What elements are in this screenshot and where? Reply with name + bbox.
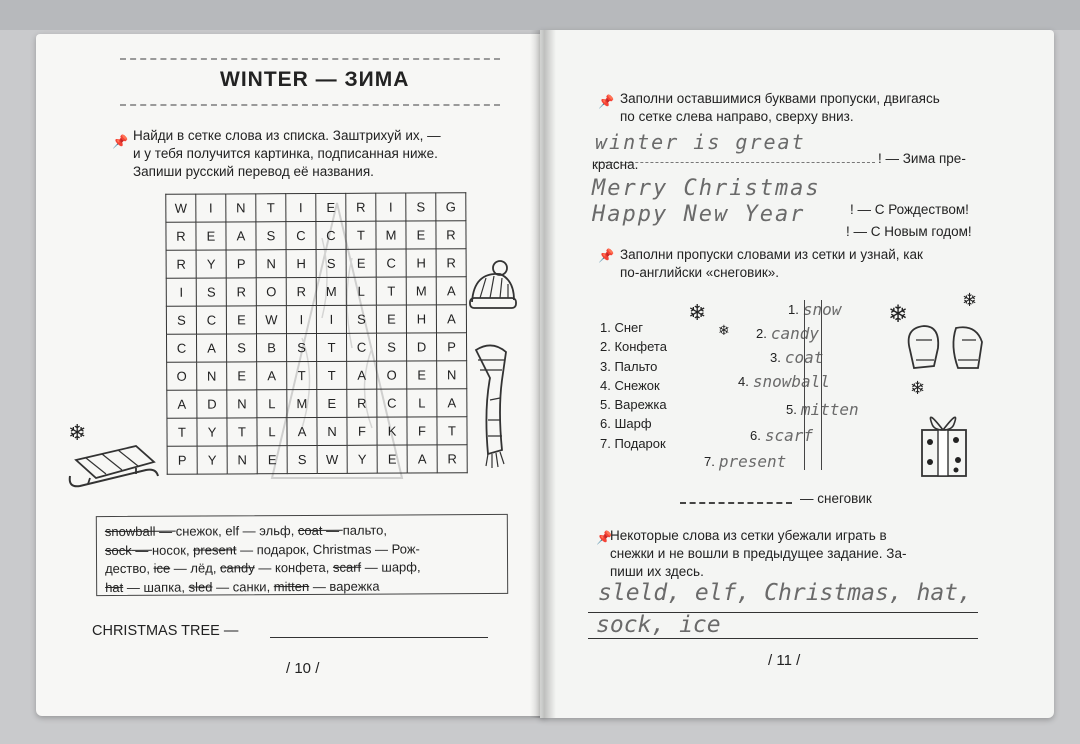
word-list-segment: —: [131, 542, 152, 558]
grid-cell: R: [166, 222, 196, 250]
list-item: 7. Подарок: [600, 435, 666, 451]
list-item: 5. Варежка: [600, 397, 667, 413]
grid-cell: I: [286, 306, 316, 334]
grid-cell: P: [167, 446, 197, 474]
word-list-segment: носок,: [151, 542, 194, 558]
word-list-segment: ice: [153, 560, 171, 576]
word-list-segment: sled: [188, 578, 213, 595]
grid-cell: S: [287, 445, 317, 473]
grid-cell: A: [407, 445, 437, 473]
word-list-segment: — варежка: [309, 578, 380, 594]
grid-cell: R: [437, 445, 467, 473]
word-list-segment: — шапка,: [123, 579, 189, 595]
grid-cell: S: [346, 305, 376, 333]
background: [0, 0, 1080, 30]
grid-cell: C: [377, 389, 407, 417]
grid-cell: C: [376, 249, 406, 277]
grid-cell: D: [197, 390, 227, 418]
grid-cell: I: [196, 194, 226, 222]
snowflake-icon: ❄: [910, 378, 926, 398]
grid-cell: W: [256, 306, 286, 334]
snowflake-icon: ❄: [888, 301, 909, 328]
grid-row: [166, 277, 466, 307]
grid-cell: F: [407, 417, 437, 445]
grid-cell: A: [257, 362, 287, 390]
grid-cell: S: [196, 278, 226, 306]
book-spine: [530, 30, 556, 718]
grid-cell: R: [166, 250, 196, 278]
grid-cell: R: [436, 221, 466, 249]
grid-row: [167, 389, 467, 419]
word-list-segment: scarf: [332, 559, 362, 575]
handwritten-line-3: Happy New Year: [592, 202, 806, 227]
word-list-line: [105, 539, 499, 560]
grid-cell: M: [316, 277, 346, 305]
grid-cell: I: [286, 194, 316, 222]
grid-cell: E: [196, 222, 226, 250]
grid-row: [167, 333, 467, 363]
line2-suffix: ! — С Рождеством!: [850, 202, 969, 217]
list-item: 2. Конфета: [600, 339, 667, 355]
word-list-line: [105, 521, 499, 542]
grid-cell: T: [256, 194, 286, 222]
grid-cell: R: [346, 193, 376, 221]
grid-cell: S: [406, 193, 436, 221]
grid-cell: C: [346, 333, 376, 361]
grid-row: [166, 305, 466, 335]
grid-cell: C: [196, 306, 226, 334]
grid-cell: A: [436, 277, 466, 305]
grid-cell: E: [377, 445, 407, 473]
grid-cell: L: [346, 277, 376, 305]
grid-cell: T: [287, 361, 317, 389]
puzzle-row: 5. mitten: [786, 400, 859, 419]
grid-cell: L: [407, 389, 437, 417]
grid-cell: T: [227, 418, 257, 446]
grid-cell: N: [227, 446, 257, 474]
word-list-segment: snowball: [104, 523, 156, 540]
word-list-segment: coat: [297, 522, 323, 539]
word-list-line: [105, 576, 499, 597]
grid-cell: B: [257, 334, 287, 362]
grid-cell: E: [316, 193, 346, 221]
grid-cell: O: [256, 278, 286, 306]
pin-icon: 📌: [598, 248, 615, 263]
grid-cell: P: [226, 250, 256, 278]
puzzle-row: 4. snowball: [738, 372, 830, 391]
word-list-segment: — шарф,: [361, 559, 421, 575]
words-list: [600, 318, 667, 453]
gift-icon: [916, 406, 972, 480]
christmas-tree-answer-line: [270, 637, 488, 638]
grid-cell: N: [437, 361, 467, 389]
grid-cell: I: [166, 278, 196, 306]
grid-cell: R: [347, 389, 377, 417]
snowman-highlight-column: [804, 300, 822, 470]
word-list-segment: sock: [104, 542, 132, 558]
grid-cell: N: [256, 250, 286, 278]
pin-icon: 📌: [598, 94, 615, 109]
grid-cell: S: [376, 333, 406, 361]
grid-cell: N: [317, 417, 347, 445]
snowman-label: — снеговик: [800, 491, 872, 506]
list-item: 4. Снежок: [600, 377, 660, 393]
grid-cell: T: [376, 277, 406, 305]
grid-cell: W: [317, 445, 347, 473]
grid-cell: Y: [197, 446, 227, 474]
grid-cell: A: [226, 222, 256, 250]
grid-cell: C: [316, 221, 346, 249]
mittens-icon: [904, 320, 990, 376]
grid-cell: T: [167, 418, 197, 446]
grid-cell: N: [197, 362, 227, 390]
grid-row: [166, 249, 466, 279]
grid-cell: E: [346, 249, 376, 277]
grid-cell: A: [167, 390, 197, 418]
grid-cell: N: [226, 194, 256, 222]
instruction-left: Найди в сетке слова из списка. Заштрихуй их, — и у тебя получится картинка, подписанная ниже. Запиши русский перевод её названия.: [133, 128, 441, 179]
grid-cell: A: [197, 334, 227, 362]
grid-cell: M: [376, 221, 406, 249]
grid-cell: S: [166, 306, 196, 334]
grid-cell: Y: [347, 445, 377, 473]
word-list-segment: снежок,: [175, 523, 226, 539]
grid-row: [166, 193, 466, 223]
grid-cell: E: [317, 389, 347, 417]
grid-cell: E: [376, 305, 406, 333]
grid-cell: A: [347, 361, 377, 389]
snowflake-icon: ❄: [688, 300, 707, 325]
page-title: WINTER — ЗИМА: [220, 68, 410, 91]
snowflake-icon: ❄: [962, 290, 978, 310]
instruction-right-3: Некоторые слова из сетки убежали играть в снежки и не вошли в предыдущее задание. За- пиши их здесь.: [610, 528, 907, 579]
grid-cell: R: [286, 278, 316, 306]
word-search-grid: [165, 192, 467, 475]
snowman-answer-blank: [680, 502, 792, 504]
grid-cell: D: [406, 333, 436, 361]
word-list-segment: present: [193, 541, 237, 558]
line3-suffix: ! — С Новым годом!: [846, 224, 972, 239]
word-list-segment: elf: [225, 523, 240, 539]
title-dash-bottom: [120, 104, 500, 106]
snowflake-icon: ❄: [718, 322, 730, 338]
word-list-segment: — лёд,: [170, 560, 221, 576]
grid-cell: T: [346, 221, 376, 249]
answer-line: [588, 638, 978, 639]
grid-cell: W: [166, 194, 196, 222]
handwritten-line-2: Merry Christmas: [592, 176, 821, 201]
grid-cell: E: [407, 361, 437, 389]
grid-cell: C: [286, 222, 316, 250]
grid-cell: E: [257, 446, 287, 474]
instruction-right-1: Заполни оставшимися буквами пропуски, двигаясь по сетке слева направо, сверху вниз.: [620, 91, 940, 124]
grid-cell: E: [226, 306, 256, 334]
handwritten-answer-1: sleld, elf, Christmas, hat,: [598, 580, 972, 606]
grid-row: [167, 445, 467, 475]
grid-cell: E: [406, 221, 436, 249]
pin-icon: 📌: [596, 530, 613, 545]
grid-cell: N: [227, 390, 257, 418]
line1-continuation: красна.: [592, 157, 639, 172]
puzzle-row: 7. present: [704, 452, 787, 471]
christmas-tree-label: CHRISTMAS TREE —: [92, 623, 239, 639]
puzzle-row: 6. scarf: [750, 426, 814, 445]
pin-icon: 📌: [112, 134, 129, 149]
grid-cell: H: [286, 250, 316, 278]
grid-cell: C: [167, 334, 197, 362]
grid-cell: I: [316, 305, 346, 333]
word-list-segment: candy: [219, 560, 255, 576]
grid-cell: H: [406, 249, 436, 277]
instruction-right-2: Заполни пропуски словами из сетки и узнай, как по-английски «снеговик».: [620, 247, 923, 280]
word-list-segment: пальто,: [342, 522, 388, 538]
handwritten-answer-2: sock, ice: [596, 612, 721, 638]
grid-row: [167, 361, 467, 391]
grid-cell: P: [436, 333, 466, 361]
grid-cell: H: [406, 305, 436, 333]
word-list-box: [96, 514, 508, 596]
list-item: 1. Снег: [600, 320, 643, 335]
puzzle-row: 3. coat: [770, 348, 824, 367]
list-item: 6. Шарф: [600, 416, 652, 432]
snowflake-icon: ❄: [68, 420, 87, 445]
grid-cell: S: [227, 334, 257, 362]
list-item: 3. Пальто: [600, 358, 658, 374]
grid-cell: S: [316, 249, 346, 277]
word-list-segment: —: [322, 522, 343, 538]
word-list-segment: дество,: [105, 560, 154, 577]
grid-cell: A: [287, 417, 317, 445]
puzzle-row: 2. candy: [756, 324, 820, 343]
grid-cell: O: [377, 361, 407, 389]
grid-cell: Y: [196, 250, 226, 278]
page-number-left: / 10 /: [286, 660, 320, 677]
grid-row: [166, 221, 466, 251]
title-dash-top: [120, 58, 500, 60]
puzzle-row: 1. snow: [788, 300, 842, 319]
word-list-line: [105, 558, 499, 579]
grid-cell: S: [287, 334, 317, 362]
grid-cell: G: [436, 193, 466, 221]
word-list-segment: — конфета,: [254, 559, 334, 576]
grid-cell: E: [227, 362, 257, 390]
grid-cell: M: [287, 389, 317, 417]
grid-cell: R: [436, 249, 466, 277]
sled-icon: [66, 440, 162, 494]
word-list-segment: hat: [105, 579, 124, 595]
word-list-segment: — санки,: [212, 578, 274, 594]
word-list-segment: — подарок, Christmas — Рож-: [236, 540, 420, 557]
grid-cell: R: [226, 278, 256, 306]
grid-row: [167, 417, 467, 447]
grid-cell: O: [167, 362, 197, 390]
handwritten-line-1: winter is great: [595, 130, 806, 154]
word-list-segment: — эльф,: [239, 523, 298, 539]
grid-cell: F: [347, 417, 377, 445]
grid-cell: L: [257, 418, 287, 446]
word-list-segment: mitten: [273, 578, 310, 594]
grid-cell: S: [256, 222, 286, 250]
winter-hat-icon: [464, 258, 520, 314]
grid-cell: M: [406, 277, 436, 305]
grid-cell: T: [317, 361, 347, 389]
grid-cell: A: [437, 389, 467, 417]
grid-cell: A: [436, 305, 466, 333]
word-list-segment: —: [155, 523, 176, 539]
grid-cell: Y: [197, 418, 227, 446]
grid-cell: L: [257, 390, 287, 418]
line1-suffix: ! — Зима пре-: [878, 151, 966, 166]
scarf-icon: [468, 340, 514, 470]
grid-cell: T: [437, 417, 467, 445]
page-number-right: / 11 /: [768, 652, 801, 669]
grid-cell: I: [376, 193, 406, 221]
grid-cell: T: [317, 333, 347, 361]
grid-cell: K: [377, 417, 407, 445]
